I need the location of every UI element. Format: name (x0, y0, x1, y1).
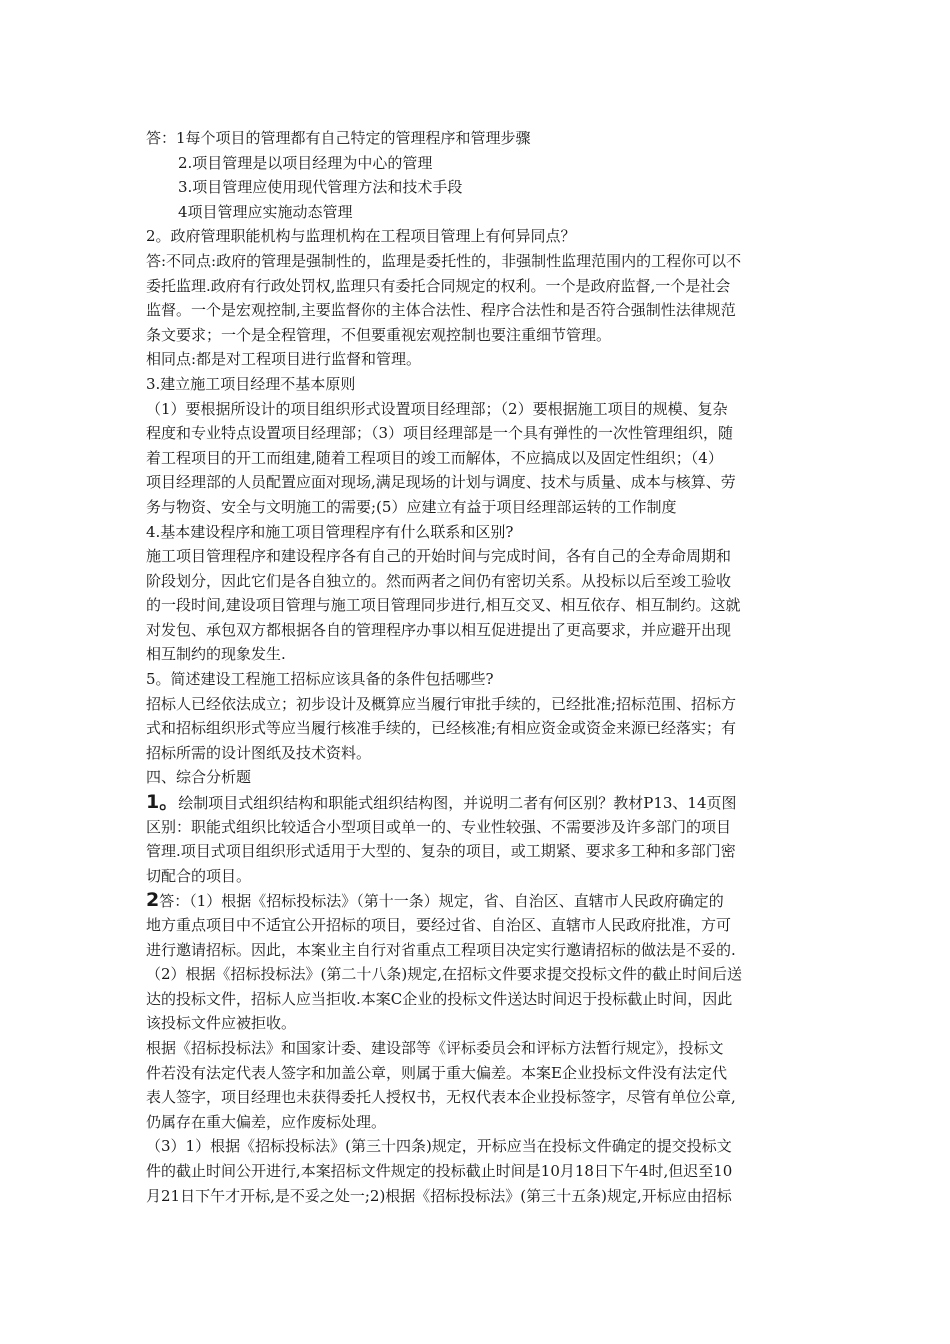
text-line (146, 962, 811, 987)
text-line (146, 569, 811, 594)
question-number: 1。 (146, 791, 179, 814)
line-text: 月21日下午才开标,是不妥之处一;2)根据《招标投标法》(第三十五条)规定,开标应由招标 (146, 1186, 732, 1205)
text-line (146, 1085, 811, 1110)
text-line (146, 274, 811, 299)
line-text: 5。简述建设工程施工招标应该具备的条件包括哪些? (146, 670, 494, 689)
text-line (146, 864, 811, 889)
text-line (146, 1036, 811, 1061)
text-line (146, 421, 811, 446)
line-text: 绘制项目式组织结构和职能式组织结构图，并说明二者有何区别？教材P13、14页图 (178, 794, 737, 813)
text-line (146, 397, 811, 422)
text-line (146, 716, 811, 741)
line-text: 3.项目管理应使用现代管理方法和技术手段 (178, 178, 463, 197)
text-line (146, 200, 811, 225)
line-text: 答：1每个项目的管理都有自己特定的管理程序和管理步骤 (146, 129, 531, 147)
line-text: 区别：职能式组织比较适合小型项目或单一的、专业性较强、不需要涉及许多部门的项目 (146, 817, 732, 836)
line-text: 程度和专业特点设置项目经理部；（3）项目经理部是一个具有弹性的一次性管理组织，随 (146, 424, 734, 443)
line-text: 招标所需的设计图纸及技术资料。 (146, 743, 372, 762)
line-text: 仍属存在重大偏差，应作废标处理。 (146, 1112, 387, 1131)
text-line (146, 126, 811, 151)
line-text: 3.建立施工项目经理不基本原则 (146, 374, 356, 393)
line-text: 件若没有法定代表人签字和加盖公章，则属于重大偏差。本案E企业投标文件没有法定代 (146, 1063, 727, 1082)
line-text: 条文要求；一个是全程管理，不但要重视宏观控制也要注重细节管理。 (146, 325, 612, 344)
text-line (146, 913, 811, 938)
text-line (146, 667, 811, 692)
line-text: 四、综合分析题 (146, 768, 252, 787)
text-line (146, 815, 811, 840)
line-text: 达的投标文件，招标人应当拒收.本案C企业的投标文件送达时间迟于投标截止时间，因此 (146, 989, 733, 1008)
text-line (146, 1159, 811, 1184)
line-text: 4项目管理应实施动态管理 (178, 202, 353, 221)
line-text: 2.项目管理是以项目经理为中心的管理 (178, 153, 433, 172)
text-line (146, 1184, 811, 1209)
text-line (146, 1061, 811, 1086)
text-line (146, 1011, 811, 1036)
text-line (146, 839, 811, 864)
line-text: 2。政府管理职能机构与监理机构在工程项目管理上有何异同点？ (146, 227, 576, 246)
text-line (146, 938, 811, 963)
text-line (146, 692, 811, 717)
text-line (146, 618, 811, 643)
line-text: 务与物资、安全与文明施工的需要;(5）应建立有益于项目经理部运转的工作制度 (146, 497, 677, 516)
text-line (146, 151, 811, 176)
line-text: 委托监理.政府有行政处罚权,监理只有委托合同规定的权利。一个是政府监督,一个是社会 (146, 276, 731, 295)
text-line (146, 372, 811, 397)
text-line (146, 470, 811, 495)
line-text: （3）1）根据《招标投标法》(第三十四条)规定，开标应当在投标文件确定的提交投标文 (146, 1137, 732, 1156)
text-line (146, 1134, 811, 1159)
text-line (146, 593, 811, 618)
line-text: 阶段划分，因此它们是各自独立的。然而两者之间仍有密切关系。从投标以后至竣工验收 (146, 571, 732, 590)
text-line (146, 249, 811, 274)
text-line (146, 224, 811, 249)
line-text: 相同点:都是对工程项目进行监督和管理。 (146, 350, 422, 369)
line-text: 式和招标组织形式等应当履行核准手续的，已经核准;有相应资金或资金来源已经落实；有 (146, 719, 737, 738)
text-line (146, 741, 811, 766)
line-text: （2）根据《招标投标法》(第二十八条)规定,在招标文件要求提交投标文件的截止时间后送 (146, 965, 743, 984)
document-body (146, 126, 811, 1208)
line-text: 对发包、承包双方都根据各自的管理程序办事以相互促进提出了更高要求，并应避开出现 (146, 620, 732, 639)
line-text: 进行邀请招标。因此，本案业主自行对省重点工程项目决定实行邀请招标的做法是不妥的. (146, 940, 736, 959)
line-text: 监督。一个是宏观控制,主要监督你的主体合法性、程序合法性和是否符合强制性法律规范 (146, 301, 736, 320)
line-text: 相互制约的现象发生. (146, 645, 286, 664)
line-text: 的一段时间,建设项目管理与施工项目管理同步进行,相互交叉、相互依存、相互制约。这就 (146, 596, 741, 615)
line-text: 表人签字，项目经理也未获得委托人授权书，无权代表本企业投标签字，尽管有单位公章, (146, 1088, 736, 1107)
line-text: 答：（1）根据《招标投标法》（第十一条）规定，省、自治区、直辖市人民政府确定的 (159, 892, 724, 911)
text-line (146, 446, 811, 471)
line-text: 地方重点项目中不适宜公开招标的项目，要经过省、自治区、直辖市人民政府批准，方可 (146, 916, 732, 934)
text-line (146, 888, 811, 913)
text-line (146, 642, 811, 667)
text-line (146, 765, 811, 790)
text-line (146, 520, 811, 545)
line-text: 4.基本建设程序和施工项目管理程序有什么联系和区别? (146, 522, 514, 541)
line-text: 答:不同点:政府的管理是强制性的，监理是委托性的，非强制性监理范围内的工程你可以不 (146, 251, 742, 270)
line-text: 管理.项目式项目组织形式适用于大型的、复杂的项目，或工期紧、要求多工种和多部门密 (146, 842, 736, 861)
text-line (146, 987, 811, 1012)
line-text: 件的截止时间公开进行,本案招标文件规定的投标截止时间是10月18日下午4时,但迟至10 (146, 1161, 733, 1180)
line-text: 着工程项目的开工而组建,随着工程项目的竣工而解体，不应搞成以及固定性组织；（4） (146, 448, 723, 467)
question-number: 2 (146, 889, 160, 912)
text-line (146, 495, 811, 520)
text-line (146, 323, 811, 348)
text-line (146, 544, 811, 569)
line-text: 根据《招标投标法》和国家计委、建设部等《评标委员会和评标方法暂行规定》，投标文 (146, 1038, 724, 1057)
line-text: 该投标文件应被拒收。 (146, 1014, 297, 1033)
line-text: 切配合的项目。 (146, 866, 252, 885)
line-text: 招标人已经依法成立；初步设计及概算应当履行审批手续的，已经批准;招标范围、招标方 (146, 694, 737, 713)
text-line (146, 347, 811, 372)
text-line (146, 175, 811, 200)
text-line (146, 790, 811, 815)
text-line (146, 298, 811, 323)
line-text: （1）要根据所设计的项目组织形式设置项目经理部；（2）要根据施工项目的规模、复杂 (146, 399, 728, 418)
line-text: 项目经理部的人员配置应面对现场,满足现场的计划与调度、技术与质量、成本与核算、劳 (146, 473, 736, 492)
text-line (146, 1110, 811, 1135)
line-text: 施工项目管理程序和建设程序各有自己的开始时间与完成时间，各有自己的全寿命周期和 (146, 547, 732, 566)
